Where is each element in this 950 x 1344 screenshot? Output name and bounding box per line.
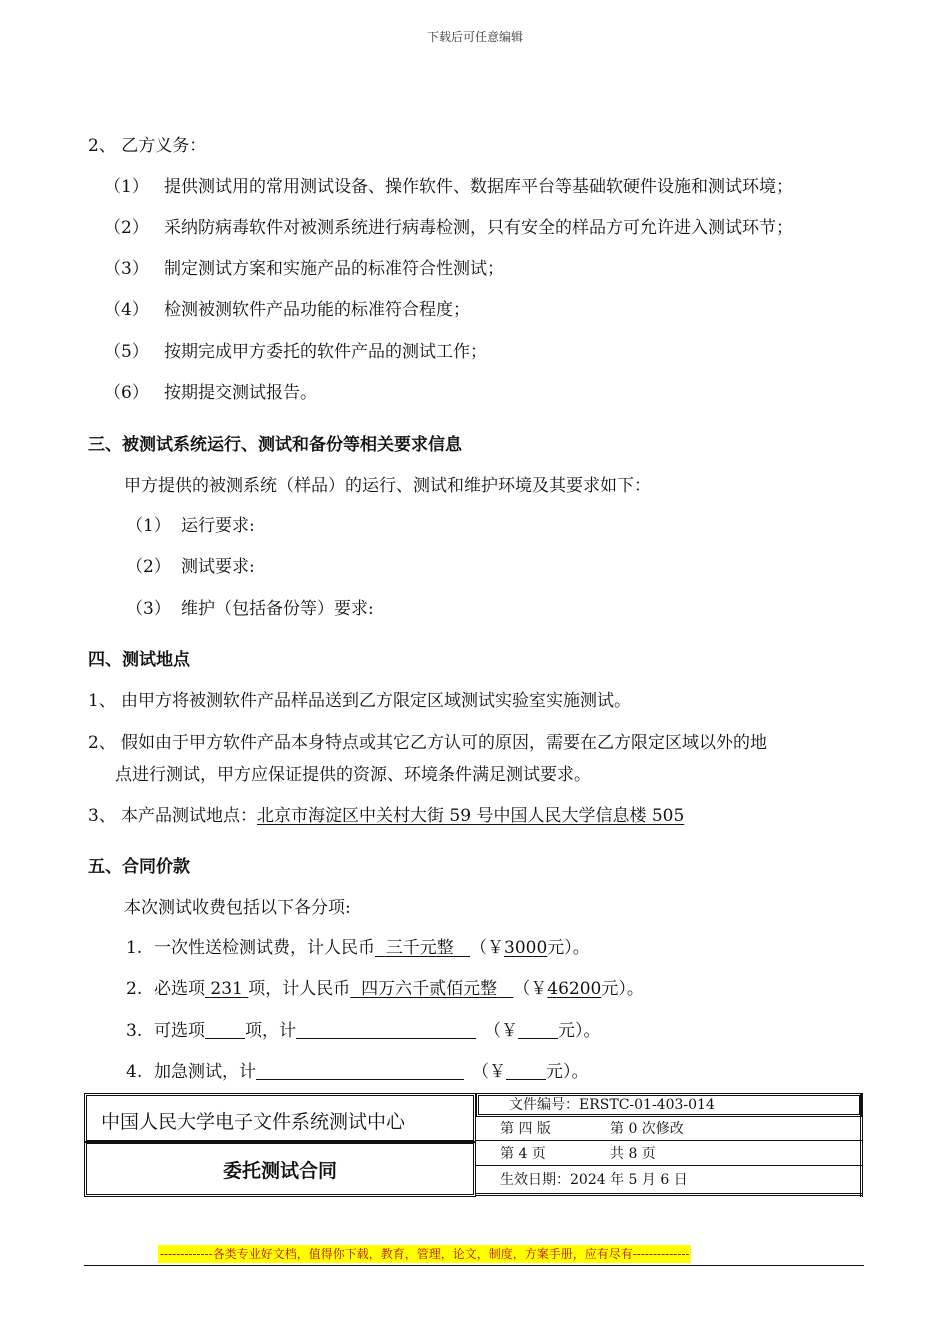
amount-in-words (350, 979, 513, 999)
doc-info-cells (476, 1093, 864, 1197)
list-item (88, 731, 767, 755)
list-item (104, 381, 317, 405)
document-type: 委托测试合同 (222, 1160, 337, 1182)
document-control-table (84, 1093, 864, 1197)
yuan-close: 元）。 (558, 1021, 601, 1041)
fee-line-1 (126, 936, 590, 960)
blank-amount-field[interactable] (518, 1020, 558, 1039)
doc-number-row (476, 1093, 862, 1117)
fee-label-2: 项，计人民币 (248, 979, 351, 999)
section-heading: 四、测试地点 (88, 650, 190, 670)
version: 第 四 版 (500, 1121, 551, 1137)
fee-label-2: 项，计 (245, 1021, 296, 1041)
list-item (104, 257, 504, 281)
item-count (205, 979, 248, 999)
item-number: （1） (104, 177, 149, 197)
item-text: 按期提交测试报告。 (164, 383, 317, 403)
item-number: 2. (126, 979, 143, 999)
blank-amount-words-field[interactable] (296, 1020, 476, 1039)
item-text: 假如由于甲方软件产品本身特点或其它乙方认可的原因，需要在乙方限定区域以外的地 (121, 733, 767, 753)
item-number: 4. (126, 1062, 143, 1082)
item-number: （3） (126, 599, 171, 619)
fee-line-4 (126, 1060, 589, 1084)
org-cell (84, 1093, 476, 1143)
list-item (126, 514, 255, 538)
blank-amount-words-field[interactable] (256, 1061, 464, 1080)
page-total: 共 8 页 (610, 1146, 656, 1162)
item-number: （3） (104, 259, 149, 279)
yuan-open: （￥ (484, 1021, 518, 1041)
download-note: 下载后可任意编辑 (426, 30, 523, 44)
item-count-text: 231 (210, 979, 243, 999)
section-heading: 五、合同价款 (88, 857, 190, 877)
item-number: 1、 (88, 691, 116, 711)
item-number: （2） (126, 557, 171, 577)
list-item (104, 340, 487, 364)
amount-figure: 46200 (547, 979, 602, 999)
effective-date-row (476, 1168, 862, 1196)
fee-line-2 (126, 977, 644, 1001)
obligations-title: 2、 乙方义务： (88, 136, 207, 156)
yuan-close: 元）。 (546, 1062, 589, 1082)
bottom-rule (84, 1265, 864, 1266)
fee-label: 可选项 (154, 1021, 205, 1041)
amount-in-words (375, 938, 470, 958)
item-text: 提供测试用的常用测试设备、操作软件、数据库平台等基础软硬件设施和测试环境； (164, 177, 793, 197)
fee-line-3 (126, 1019, 601, 1043)
section-heading: 三、被测试系统运行、测试和备份等相关要求信息 (88, 435, 462, 455)
item-number: 1. (126, 938, 143, 958)
list-item (104, 216, 793, 240)
yuan-open: （￥ (513, 979, 548, 999)
list-item (88, 689, 631, 713)
list-item (88, 804, 684, 828)
yuan-close: 元）。 (547, 938, 590, 958)
item-number: （1） (126, 516, 171, 536)
revision: 第 0 次修改 (610, 1121, 684, 1137)
organization-name: 中国人民大学电子文件系统测试中心 (101, 1111, 406, 1133)
section-intro: 本次测试收费包括以下各分项: (124, 898, 351, 918)
page-number: 第 4 页 (500, 1146, 546, 1162)
list-item (126, 597, 374, 621)
item-number: 3. (126, 1021, 143, 1041)
item-text: 运行要求: (181, 516, 255, 536)
doc-type-cell (84, 1141, 476, 1197)
list-item (126, 555, 255, 579)
amount-figure: 3000 (504, 938, 548, 958)
yuan-open: （￥ (470, 938, 505, 958)
amount-in-words-text: 三千元整 (385, 938, 454, 958)
item-label: 本产品测试地点： (121, 806, 257, 826)
document-number: 文件编号：ERSTC-01-403-014 (509, 1097, 715, 1113)
item-text: 测试要求: (181, 557, 255, 577)
fee-label: 必选项 (154, 979, 205, 999)
fee-label: 一次性送检测试费，计人民币 (154, 938, 375, 958)
item-number: （5） (104, 342, 149, 362)
item-number: 3、 (88, 806, 116, 826)
item-text: 按期完成甲方委托的软件产品的测试工作； (164, 342, 487, 362)
item-text: 制定测试方案和实施产品的标准符合性测试； (164, 259, 504, 279)
item-number: （4） (104, 300, 149, 320)
item-number: （6） (104, 383, 149, 403)
item-text: 采纳防病毒软件对被测系统进行病毒检测，只有安全的样品方可允许进入测试环节； (164, 218, 793, 238)
blank-count-field[interactable] (205, 1020, 245, 1039)
page-row (476, 1142, 862, 1166)
item-text: 由甲方将被测软件产品样品送到乙方限定区域测试实验室实施测试。 (121, 691, 631, 711)
yuan-open: （￥ (472, 1062, 506, 1082)
item-text: 检测被测软件产品功能的标准符合程度； (164, 300, 470, 320)
section-intro: 甲方提供的被测系统（样品）的运行、测试和维护环境及其要求如下： (124, 476, 651, 496)
item-text-continued: 点进行测试，甲方应保证提供的资源、环境条件满足测试要求。 (115, 765, 591, 785)
test-location: 北京市海淀区中关村大街 59 号中国人民大学信息楼 505 (257, 806, 685, 826)
version-row (476, 1117, 862, 1141)
effective-date: 生效日期：2024 年 5 月 6 日 (500, 1172, 688, 1188)
amount-in-words-text: 四万六千贰佰元整 (361, 979, 498, 999)
yuan-close: 元）。 (601, 979, 644, 999)
item-number: （2） (104, 218, 149, 238)
list-item (104, 175, 793, 199)
table-right-border (860, 1093, 863, 1197)
promo-banner: -------------各类专业好文档，值得你下载，教育，管理，论文，制度，方案手册，应有尽有-------------- (160, 1247, 690, 1261)
list-item (104, 298, 470, 322)
blank-amount-field[interactable] (506, 1061, 546, 1080)
fee-label: 加急测试，计 (154, 1062, 256, 1082)
item-text: 维护（包括备份等）要求: (181, 599, 374, 619)
item-number: 2、 (88, 733, 116, 753)
